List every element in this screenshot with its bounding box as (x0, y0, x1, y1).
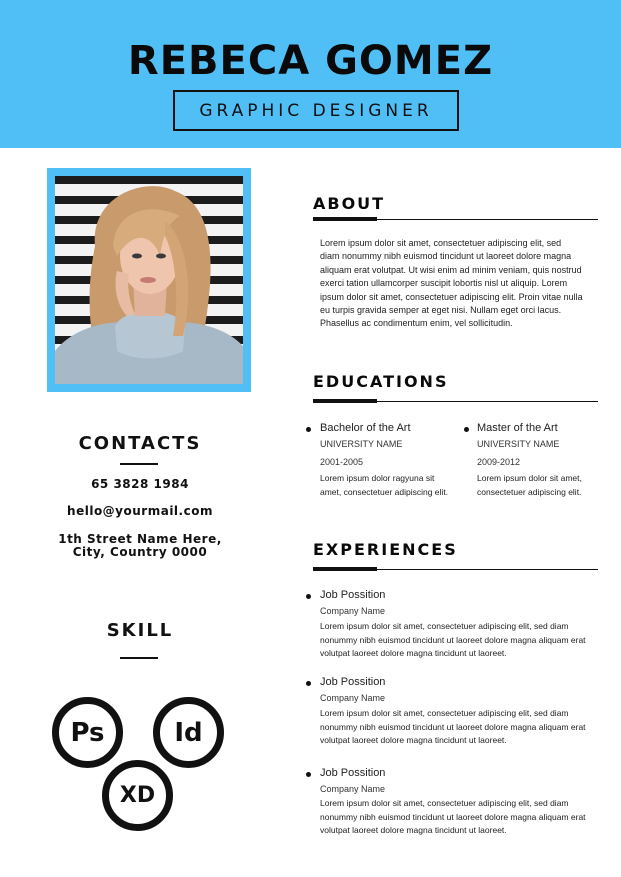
about-line: aliquam erat volutpat. Ut wisi enim ad minim veniam, quis nostrud (320, 264, 582, 275)
contact-address-line1: 1th Street Name Here, (58, 532, 222, 546)
education-description (477, 472, 607, 499)
bullet-icon (464, 427, 469, 432)
education-school: UNIVERSITY NAME (477, 439, 560, 449)
job-position: Job Possition (320, 589, 386, 601)
education-years: 2009-2012 (477, 457, 521, 467)
skill-title: SKILL (106, 620, 174, 641)
job-position: Job Possition (320, 676, 386, 688)
portrait-illustration (55, 176, 243, 384)
job-desc-line: Lorem ipsum dolor sit amet, consectetuer adipiscing elit, sed diam (320, 621, 569, 631)
contact-phone: 65 3828 1984 (91, 477, 189, 491)
job-desc-line: volutpat laoreet dolore magna tincidunt ut laoreet. (320, 648, 507, 659)
company-name: Company Name (320, 606, 386, 616)
job-description (320, 707, 602, 748)
education-degree: Bachelor of the Art (320, 422, 411, 434)
job-position: Job Possition (320, 767, 386, 779)
skill-photoshop-icon: Ps (52, 697, 123, 768)
experiences-rule-accent (313, 567, 377, 571)
educations-title: EDUCATIONS (313, 372, 449, 391)
about-rule-accent (313, 217, 377, 221)
profile-photo (55, 176, 243, 384)
person-name: REBECA GOMEZ (127, 38, 494, 84)
about-line: Phasellus ac condimentum enim, vel sollicitudin. (320, 318, 513, 329)
job-description (320, 620, 602, 661)
job-desc-line: Lorem ipsum dolor sit amet, consectetuer adipiscing elit, sed diam (320, 708, 569, 718)
education-description (320, 472, 470, 499)
job-role: GRAPHIC DESIGNER (199, 100, 433, 121)
company-name: Company Name (320, 784, 386, 794)
bullet-icon (306, 772, 311, 777)
education-desc-line: amet, consectetuer adipiscing elit. (320, 486, 449, 497)
contacts-divider (120, 463, 158, 465)
company-name: Company Name (320, 693, 386, 703)
about-line: eu turpis gravida semper at eget nisi. Nullam eget orci lacus. (320, 305, 562, 316)
bullet-icon (306, 681, 311, 686)
about-title: ABOUT (313, 194, 386, 213)
job-desc-line: volutpat laoreet dolore magna tincidunt ut laoreet. (320, 735, 507, 746)
education-school: UNIVERSITY NAME (320, 439, 403, 449)
role-box (173, 90, 459, 131)
education-desc-line: consectetuer adipiscing elit. (477, 486, 582, 497)
bullet-icon (306, 427, 311, 432)
education-desc-line: Lorem ipsum dolor sit amet, (477, 473, 582, 483)
contacts-title: CONTACTS (78, 433, 202, 454)
about-line: Lorem ipsum dolor sit amet, consectetuer adipiscing elit, sed (320, 238, 562, 248)
about-line: ipsum dolor sit amet, consectetuer adipiscing elit. Proin vitae nulla (320, 291, 583, 302)
about-text (320, 237, 600, 331)
about-line: diam nonummy nibh euismod tincidunt ut laoreet dolore magna (320, 251, 572, 262)
education-years: 2001-2005 (320, 457, 364, 467)
about-line: exerci tation ullamcorper suscipit lobortis nisl ut aliquip. Lorem (320, 278, 568, 289)
skill-indesign-icon: Id (153, 697, 224, 768)
job-description (320, 797, 602, 838)
job-desc-line: nonummy nibh euismod tincidunt ut laoreet dolore magna aliquam erat (320, 721, 586, 732)
profile-photo-frame (47, 168, 251, 392)
contact-email: hello@yourmail.com (67, 504, 213, 518)
bullet-icon (306, 594, 311, 599)
job-desc-line: nonummy nibh euismod tincidunt ut laoreet dolore magna aliquam erat (320, 634, 586, 645)
educations-rule-accent (313, 399, 377, 403)
job-desc-line: nonummy nibh euismod tincidunt ut laoreet dolore magna aliquam erat (320, 811, 586, 822)
job-desc-line: Lorem ipsum dolor sit amet, consectetuer adipiscing elit, sed diam (320, 798, 569, 808)
education-desc-line: Lorem ipsum dolor ragyuna sit (320, 473, 435, 483)
contact-address-line2: City, Country 0000 (72, 545, 208, 559)
skill-divider (120, 657, 158, 659)
job-desc-line: volutpat laoreet dolore magna tincidunt ut laoreet. (320, 825, 507, 836)
skill-xd-icon: XD (102, 760, 173, 831)
experiences-title: EXPERIENCES (313, 540, 458, 559)
education-degree: Master of the Art (477, 422, 558, 434)
